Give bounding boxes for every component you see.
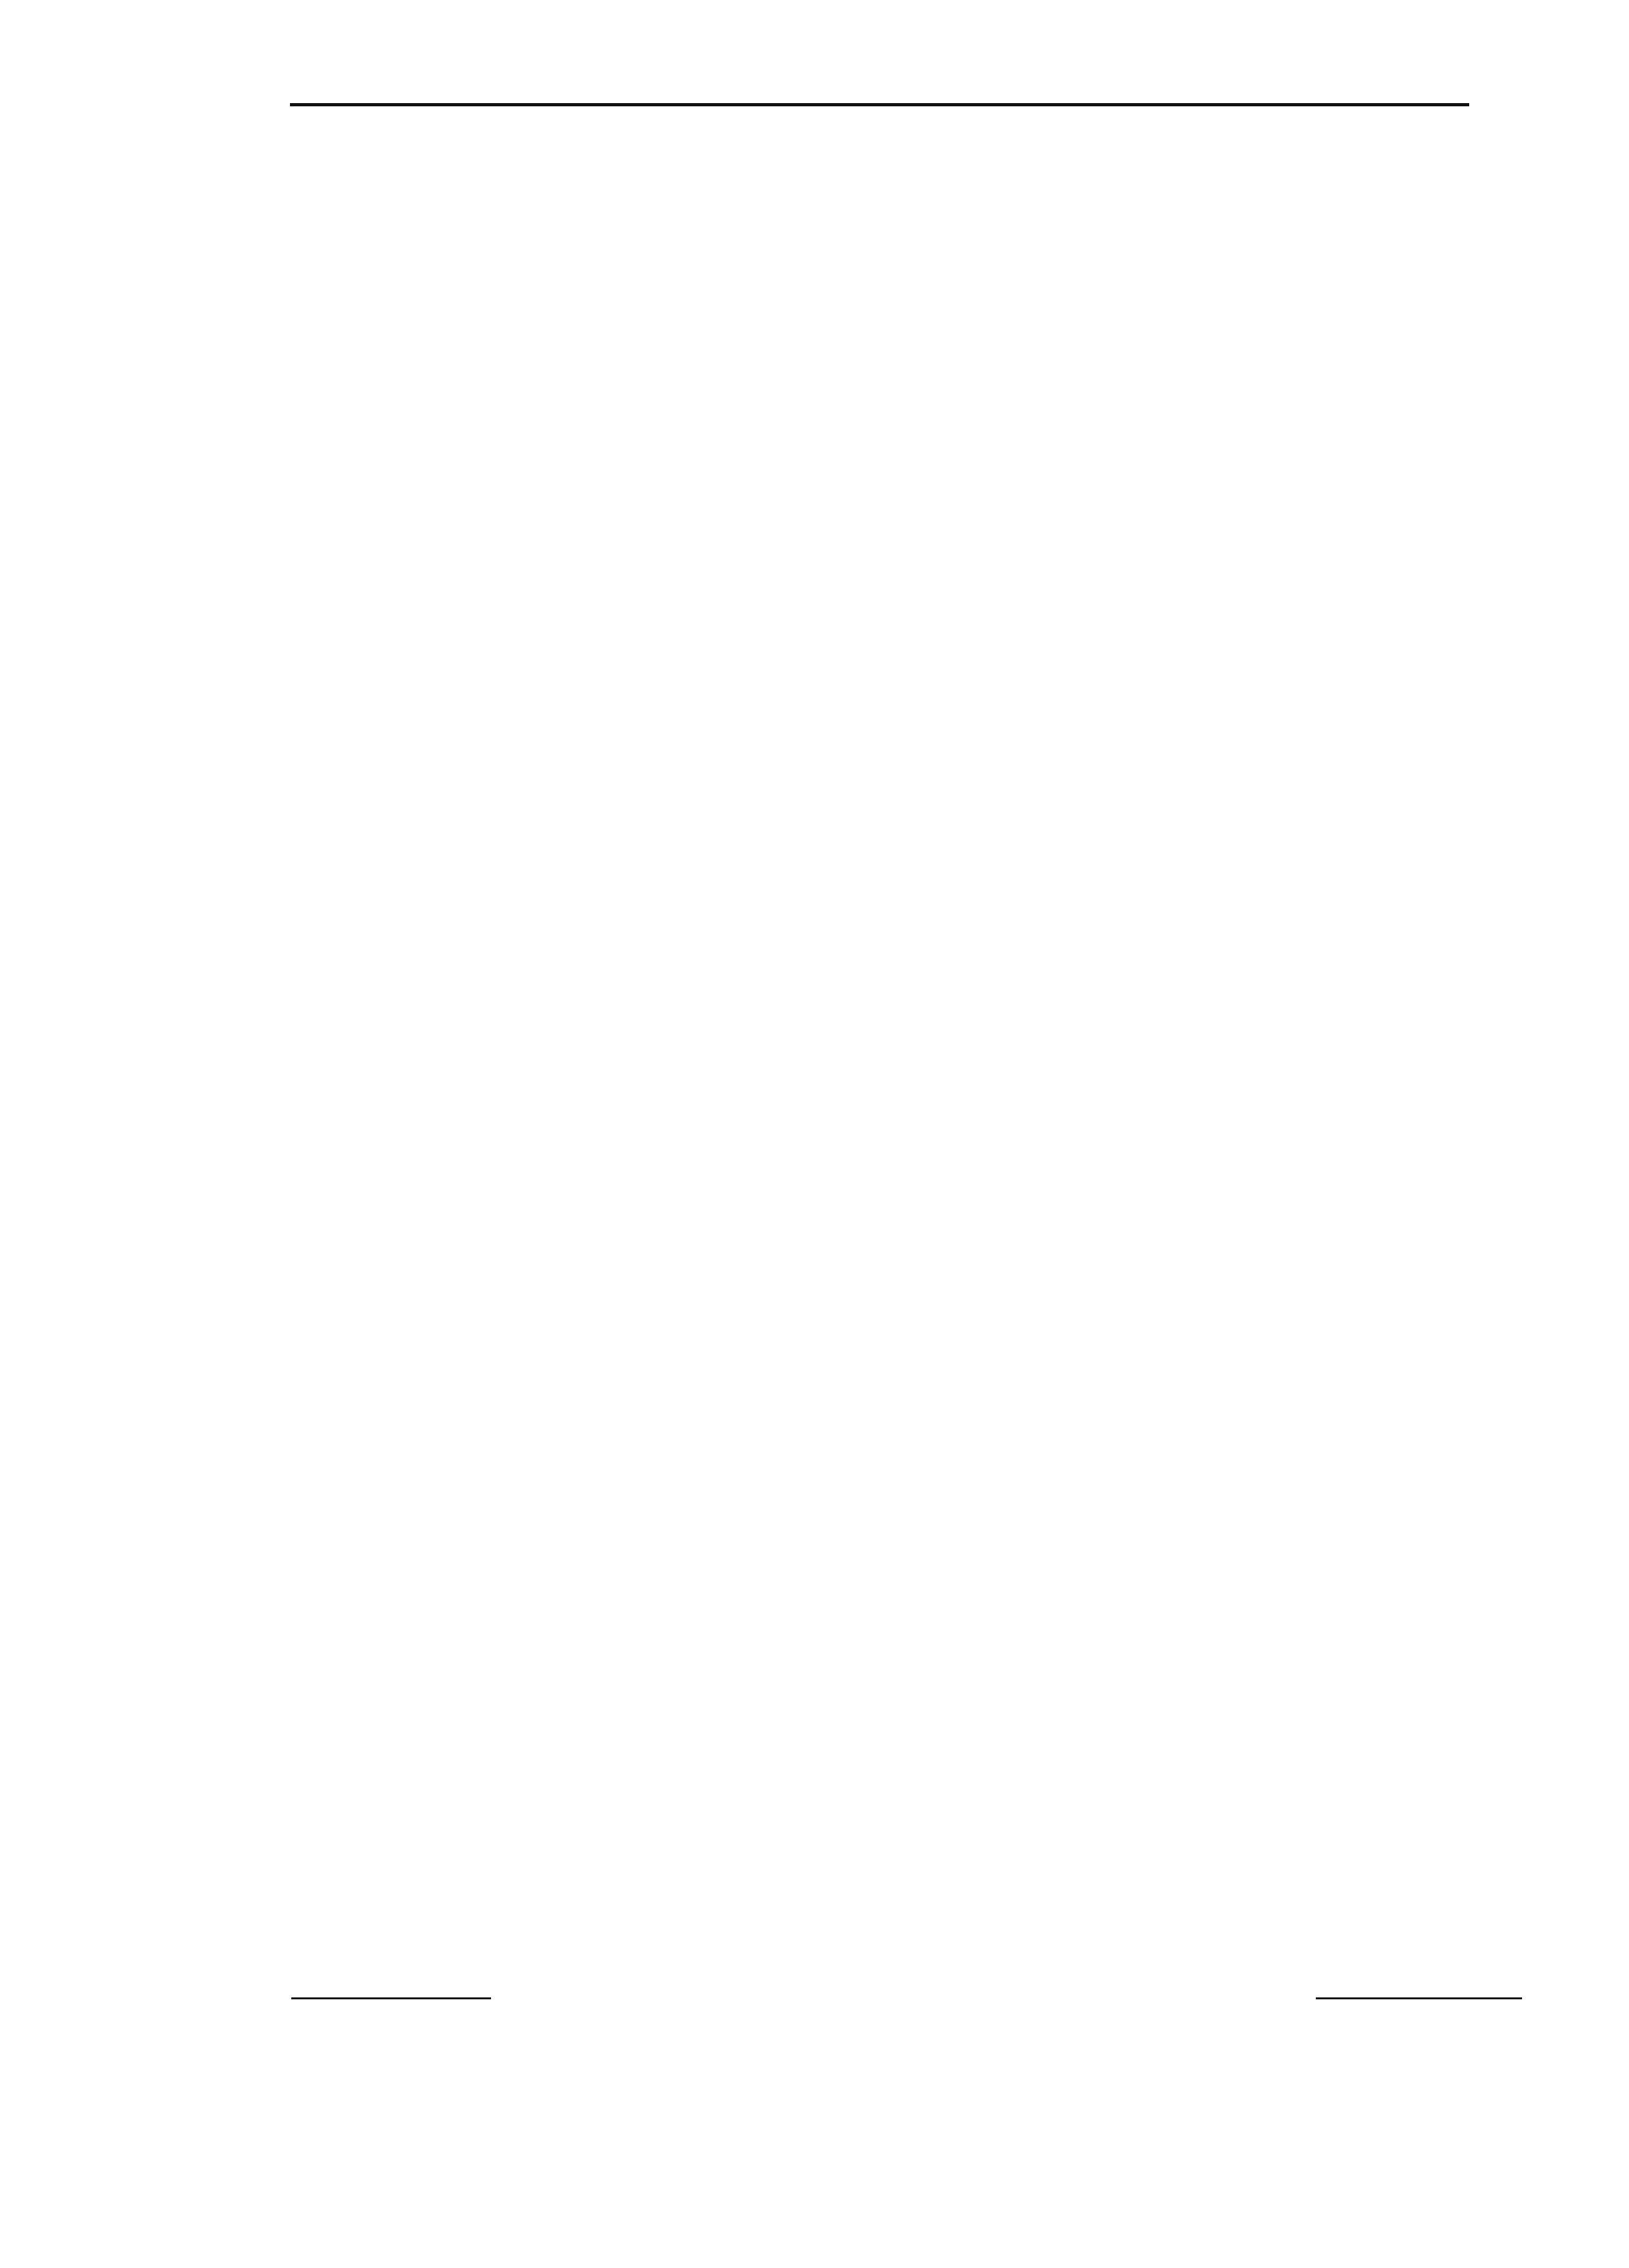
page-header xyxy=(290,71,1476,107)
header-rule xyxy=(290,103,1469,106)
footer-rule xyxy=(1316,1997,1522,1999)
footer-rule xyxy=(291,1997,491,1999)
